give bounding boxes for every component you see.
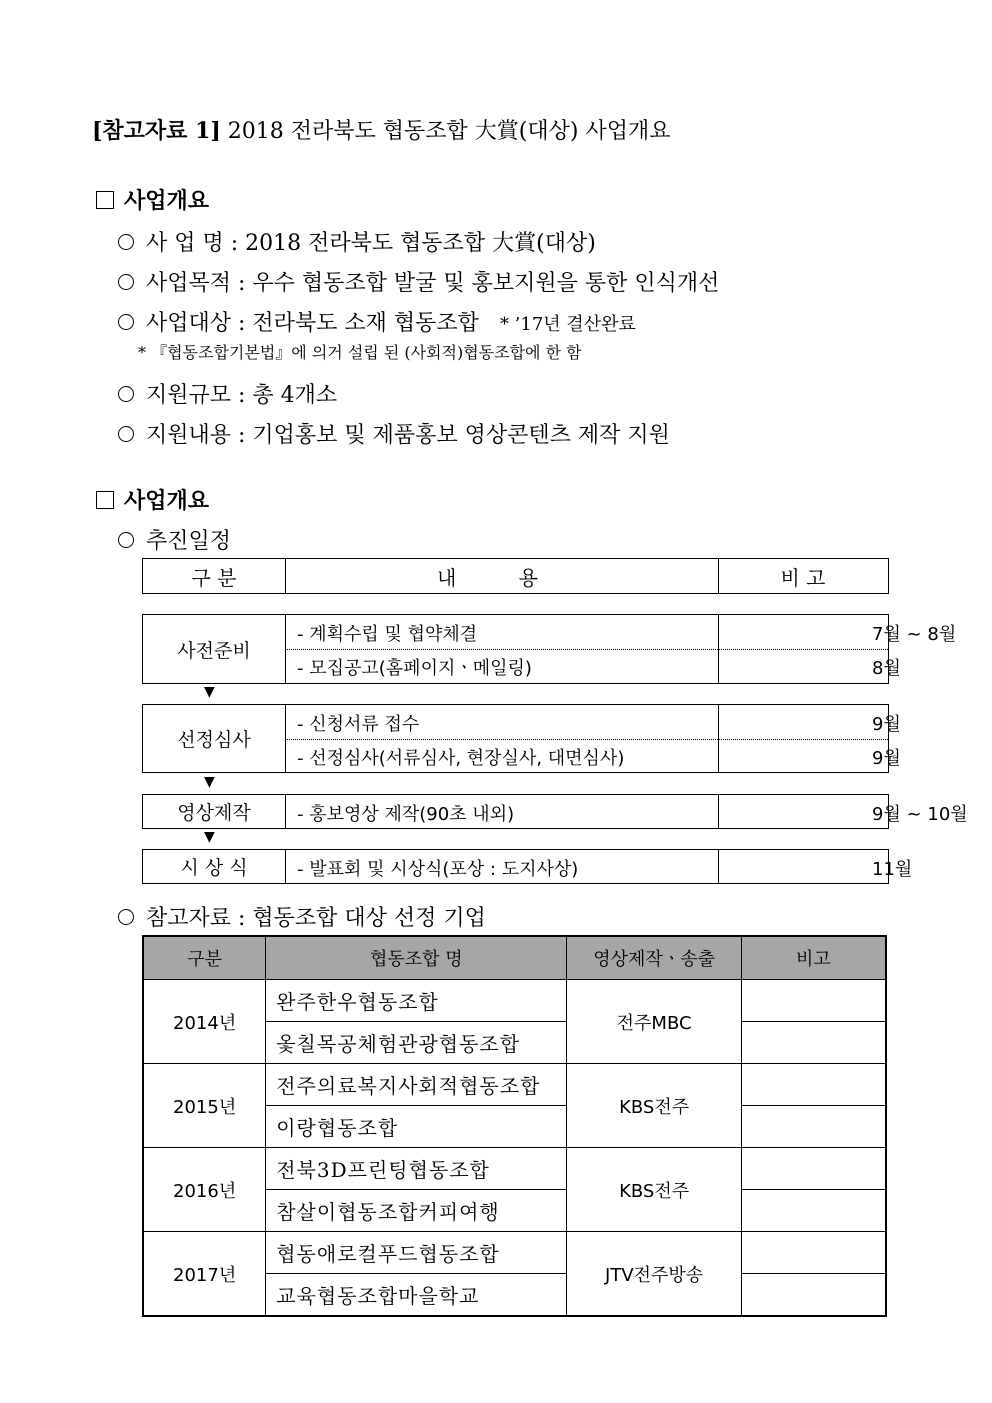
schedule-row: - 모집공고(홈페이지ㆍ메일링) 8월 xyxy=(297,658,901,679)
title-prefix: [참고자료 1] xyxy=(92,118,221,144)
bullet-item: 지원내용 : 기업홍보 및 제품홍보 영상콘텐츠 제작 지원 xyxy=(118,418,670,449)
reference-label: 참고자료 : 협동조합 대상 선정 기업 xyxy=(118,901,486,932)
table-row: 2015년 전주의료복지사회적협동조합 KBS전주 xyxy=(143,1064,886,1106)
settlement-note: * ’17년 결산완료 xyxy=(499,314,636,335)
circle-bullet-icon xyxy=(118,909,134,925)
table-row: 옻칠목공체험관광협동조합 xyxy=(143,1022,886,1064)
table-row: 2017년 협동애로컬푸드협동조합 JTV전주방송 xyxy=(143,1232,886,1274)
section2-heading: 사업개요 xyxy=(96,484,209,515)
schedule-block xyxy=(142,794,968,829)
schedule-header xyxy=(142,558,889,594)
schedule-label: 추진일정 xyxy=(118,524,231,555)
down-arrow-icon: ▼ xyxy=(204,684,215,700)
schedule-block xyxy=(142,849,913,884)
schedule-row: - 발표회 및 시상식(포상 : 도지사상) 11월 xyxy=(297,859,913,880)
schedule-row: - 계획수립 및 협약체결 7월 ~ 8월 xyxy=(297,624,957,645)
table-row: 이랑협동조합 xyxy=(143,1106,886,1148)
bullet-item: 사업목적 : 우수 협동조합 발굴 및 홍보지원을 통한 인식개선 xyxy=(118,266,719,297)
table-row: 2016년 전북3D프린팅협동조합 KBS전주 xyxy=(143,1148,886,1190)
down-arrow-icon: ▼ xyxy=(204,774,215,790)
circle-bullet-icon xyxy=(118,314,134,330)
schedule-block xyxy=(142,704,901,773)
schedule-block xyxy=(142,614,957,684)
bullet-item: 사 업 명 : 2018 전라북도 협동조합 大賞(대상) xyxy=(118,226,596,257)
footnote: * 『협동조합기본법』에 의거 설립 된 (사회적)협동조합에 한 함 xyxy=(138,343,582,362)
checkbox-square-icon xyxy=(96,191,114,209)
checkbox-square-icon xyxy=(96,491,114,509)
circle-bullet-icon xyxy=(118,532,134,548)
page-title xyxy=(92,114,670,145)
header-coop: 협동조합 명 xyxy=(266,936,567,980)
header-content: 내 용 xyxy=(285,559,719,593)
circle-bullet-icon xyxy=(118,386,134,402)
circle-bullet-icon xyxy=(118,234,134,250)
circle-bullet-icon xyxy=(118,274,134,290)
header-stage: 구 분 xyxy=(143,559,286,593)
stage-label: 영상제작 xyxy=(143,795,286,828)
stage-label: 선정심사 xyxy=(143,705,286,772)
stage-label: 사전준비 xyxy=(143,615,286,683)
section1-heading: 사업개요 xyxy=(96,184,209,215)
reference-table xyxy=(142,935,887,1317)
bullet-item: 지원규모 : 총 4개소 xyxy=(118,378,337,409)
table-row: 교육협동조합마을학교 xyxy=(143,1274,886,1317)
schedule-row: - 신청서류 접수 9월 xyxy=(297,714,901,735)
title-text: 2018 전라북도 협동조합 大賞(대상) 사업개요 xyxy=(227,119,671,144)
table-row: 참살이협동조합커피여행 xyxy=(143,1190,886,1232)
header-year: 구분 xyxy=(143,936,266,980)
header-note: 비 고 xyxy=(780,565,826,590)
header-broadcaster: 영상제작ㆍ송출 xyxy=(567,936,742,980)
header-remarks: 비고 xyxy=(741,936,886,980)
down-arrow-icon: ▼ xyxy=(204,829,215,845)
bullet-item: 사업대상 : 전라북도 소재 협동조합 * ’17년 결산완료 xyxy=(118,306,636,337)
circle-bullet-icon xyxy=(118,426,134,442)
table-row: 2014년 완주한우협동조합 전주MBC xyxy=(143,980,886,1022)
schedule-row: - 홍보영상 제작(90초 내외) 9월 ~ 10월 xyxy=(297,804,968,825)
schedule-row: - 선정심사(서류심사, 현장실사, 대면심사) 9월 xyxy=(297,748,901,769)
stage-label: 시 상 식 xyxy=(143,850,286,883)
